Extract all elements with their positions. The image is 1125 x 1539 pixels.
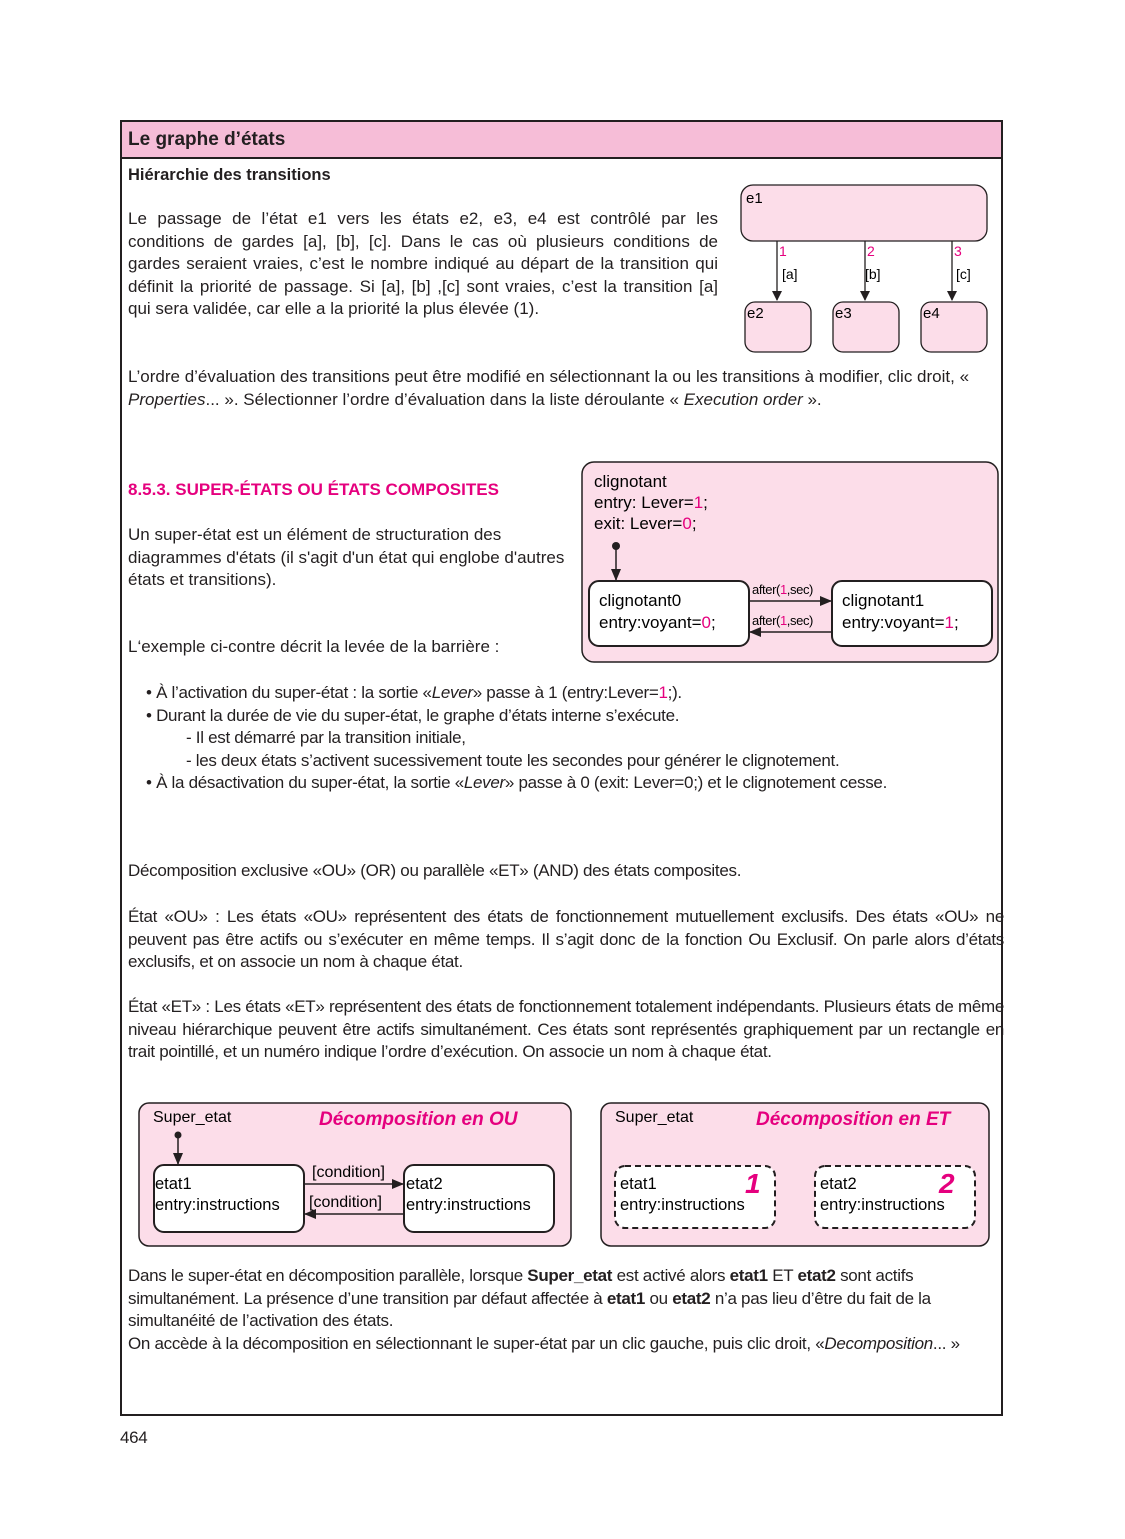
superstate-name: clignotant — [594, 472, 667, 491]
decomposition-intro: Décomposition exclusive «OU» (OR) ou parallèle «ET» (AND) des états composites. — [128, 861, 742, 880]
and-diagram-title: Décomposition en ET — [756, 1109, 951, 1130]
bullet-item: • À l’activation du super-état : la sortie «Lever» passe à 1 (entry:Lever=1;). — [146, 683, 682, 702]
and-etat2-entry: entry:instructions — [820, 1196, 945, 1214]
and-state-paragraph: État «ET» : Les états «ET» représentent des états de fonctionnement totalement indépendants. Plusieurs états de même niveau hiérarchique peuvent être actifs simultanément. Ces états sont représentés graphiquement par un rectangle en trait pointillé, et un numéro indique l’ordre d’exécution. On associe un nom à chaque état. — [128, 997, 1004, 1061]
state-e1 — [741, 185, 987, 241]
bullet-item: • Durant la durée de vie du super-état, le graphe d’états interne s’exécute. — [146, 705, 680, 725]
guard-a: [a] — [782, 266, 798, 282]
transition-priority-diagram — [737, 180, 997, 360]
hierarchy-paragraph-2: L’ordre d’évaluation des transitions peut être modifié en sélectionnant la ou les transitions à modifier, clic droit, « Properties... ». Sélectionner l’ordre d’évaluation dans la liste déroulante « Execution order ». — [128, 367, 970, 409]
superstate-exit: exit: Lever=0; — [594, 514, 697, 533]
priority-1: 1 — [779, 243, 787, 259]
or-etat2-name: etat2 — [406, 1175, 443, 1193]
or-decomposition-diagram — [136, 1100, 576, 1250]
superstate-bullet-list — [146, 682, 1004, 795]
transition-0-to-1-label: after(1,sec) — [752, 582, 813, 597]
and-superstate-name: Super_etat — [615, 1109, 694, 1126]
and-order-1: 1 — [745, 1168, 761, 1199]
section-heading-superstates: 8.5.3. SUPER-ÉTATS OU ÉTATS COMPOSITES — [128, 480, 499, 499]
state-clignotant0-entry: entry:voyant=0; — [599, 613, 716, 632]
or-etat2-entry: entry:instructions — [406, 1196, 531, 1214]
transition-1-to-0-label: after(1,sec) — [752, 613, 813, 628]
guard-b: [b] — [865, 266, 881, 282]
superstates-paragraph-2: L‘exemple ci-contre décrit la levée de la barrière : — [128, 637, 500, 656]
state-e2-label: e2 — [747, 305, 764, 322]
or-etat1-entry: entry:instructions — [155, 1196, 280, 1214]
or-etat1-name: etat1 — [155, 1175, 192, 1193]
and-etat1-entry: entry:instructions — [620, 1196, 745, 1214]
title-bar — [122, 122, 1001, 159]
priority-3: 3 — [954, 243, 962, 259]
hierarchy-paragraph-1: Le passage de l’état e1 vers les états e2, e3, e4 est contrôlé par les conditions de gardes [a], [b], [c]. Dans le cas où plusieurs conditions de gardes seraient vraies, c’est le nombre indiqué au départ de la transition qui définit la priorité de passage. Si [a], [b] ,[c] sont vraies, c’est la transition [a] qui sera validée, car elle a la priorité la plus élevée (1). — [128, 209, 718, 318]
bullet-subitem: - les deux états s’activent sucessivement toute les secondes pour générer le clignotement. — [186, 750, 840, 770]
state-e4-label: e4 — [923, 305, 940, 322]
and-decomposition-diagram — [598, 1100, 994, 1250]
and-etat2-name: etat2 — [820, 1175, 857, 1193]
state-clignotant1-entry: entry:voyant=1; — [842, 613, 959, 632]
clignotant-superstate-diagram — [580, 460, 1002, 666]
state-e3-label: e3 — [835, 305, 852, 322]
and-etat1-name: etat1 — [620, 1175, 657, 1193]
state-e1-label: e1 — [746, 190, 763, 207]
bullet-subitem: - Il est démarré par la transition initiale, — [186, 728, 466, 747]
page-number: 464 — [120, 1428, 148, 1447]
superstates-paragraph-1: Un super-état est un élément de structuration des diagrammes d'états (il s'agit d'un état qui englobe d'autres états et transitions). — [128, 525, 565, 589]
parallel-decomposition-paragraph: Dans le super-état en décomposition parallèle, lorsque Super_etat est activé alors etat1 ET etat2 sont actifs simultanément. La présence d’une transition par défaut affectée à etat1 ou etat2 n’a pas lieu d’être du fait de la simultanéité de l’activation des états. On accède à la décomposition en sélectionnant le super-état par un clic gauche, puis clic droit, «Decomposition... » — [128, 1266, 960, 1353]
guard-c: [c] — [956, 266, 971, 282]
priority-2: 2 — [867, 243, 875, 259]
state-clignotant1-name: clignotant1 — [842, 591, 925, 610]
or-condition-1: [condition] — [312, 1164, 385, 1181]
or-state-paragraph: État «OU» : Les états «OU» représentent des états de fonctionnement mutuellement exclusifs. Des états «OU» ne peuvent pas être actifs ou s’exécuter en même temps. Il s’agit donc de la fonction Ou Exclusif. On parle alors d’états exclusifs, et on associe un nom à chaque état. — [128, 907, 1004, 971]
or-condition-2: [condition] — [309, 1194, 382, 1211]
and-order-2: 2 — [939, 1168, 955, 1199]
section-heading-hierarchy: Hiérarchie des transitions — [128, 166, 331, 184]
page-title: Le graphe d’états — [128, 129, 286, 150]
superstate-entry: entry: Lever=1; — [594, 493, 708, 512]
bullet-item: • À la désactivation du super-état, la sortie «Lever» passe à 0 (exit: Lever=0;) et le clignotement cesse. — [146, 773, 888, 792]
or-diagram-title: Décomposition en OU — [319, 1109, 518, 1130]
or-superstate-name: Super_etat — [153, 1109, 232, 1126]
content-frame — [120, 120, 1003, 1416]
state-clignotant0-name: clignotant0 — [599, 591, 682, 610]
